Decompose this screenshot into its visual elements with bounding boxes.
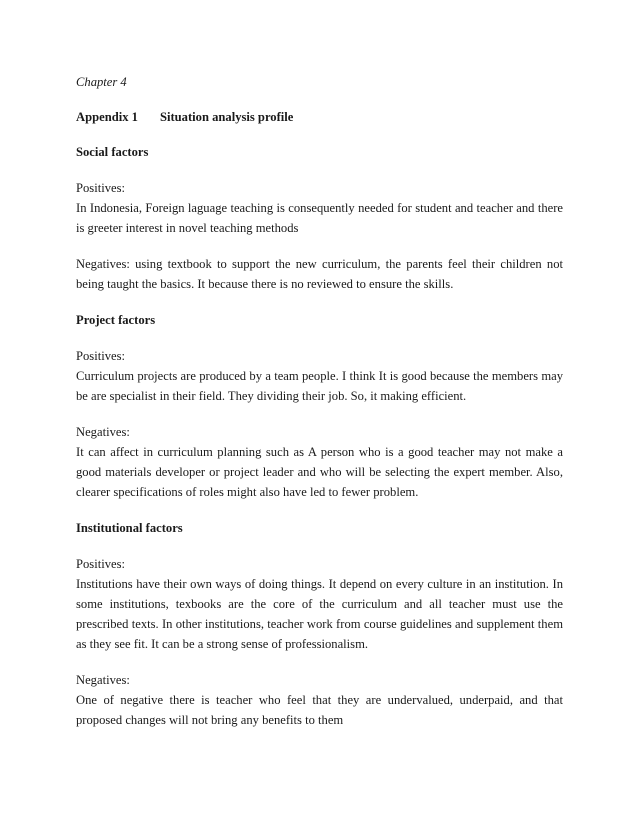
section-heading: Institutional factors [76, 521, 183, 535]
appendix-number: Appendix 1 [76, 110, 138, 124]
negatives-block [76, 254, 563, 294]
block-label: Positives: [76, 349, 125, 363]
block-label: Positives: [76, 557, 125, 571]
positives-block [76, 554, 563, 654]
positives-block [76, 178, 563, 238]
section-social-factors [76, 142, 563, 294]
appendix-heading [76, 107, 563, 127]
section-heading: Project factors [76, 313, 156, 327]
block-label: Positives: [76, 181, 125, 195]
positives-block [76, 346, 563, 406]
block-label: Negatives: [76, 425, 130, 439]
block-text: In Indonesia, Foreign laguage teaching is consequently needed for student and teacher and there is greeter interest in novel teaching methods [76, 201, 563, 235]
section-project-factors [76, 310, 563, 502]
block-text: Negatives: using textbook to support the new curriculum, the parents feel their children not being taught the basics. It because there is no reviewed to ensure the skills. [76, 257, 563, 291]
block-label: Negatives: [76, 673, 130, 687]
section-heading: Social factors [76, 145, 149, 159]
block-text: Curriculum projects are produced by a team people. I think It is good because the members may be are specialist in their field. They dividing their job. So, it making efficient. [76, 369, 563, 403]
chapter-label: Chapter 4 [76, 75, 127, 89]
negatives-block [76, 670, 563, 730]
appendix-title: Situation analysis profile [159, 110, 294, 124]
block-text: One of negative there is teacher who feel that they are undervalued, underpaid, and that proposed changes will not bring any benefits to them [76, 693, 563, 727]
negatives-block [76, 422, 563, 502]
block-text: It can affect in curriculum planning such as A person who is a good teacher may not make a good materials developer or project leader and who will be selecting the expert member. Also, clearer specifications of roles might also have led to fewer problem. [76, 445, 563, 499]
document-page [76, 72, 563, 746]
section-institutional-factors [76, 518, 563, 730]
block-text: Institutions have their own ways of doing things. It depend on every culture in an institution. In some institutions, texbooks are the core of the curriculum and all teacher must use the prescribed texts. In other institutions, teacher work from course guidelines and supplement them as they see fit. It can be a strong sense of professionalism. [76, 577, 563, 651]
